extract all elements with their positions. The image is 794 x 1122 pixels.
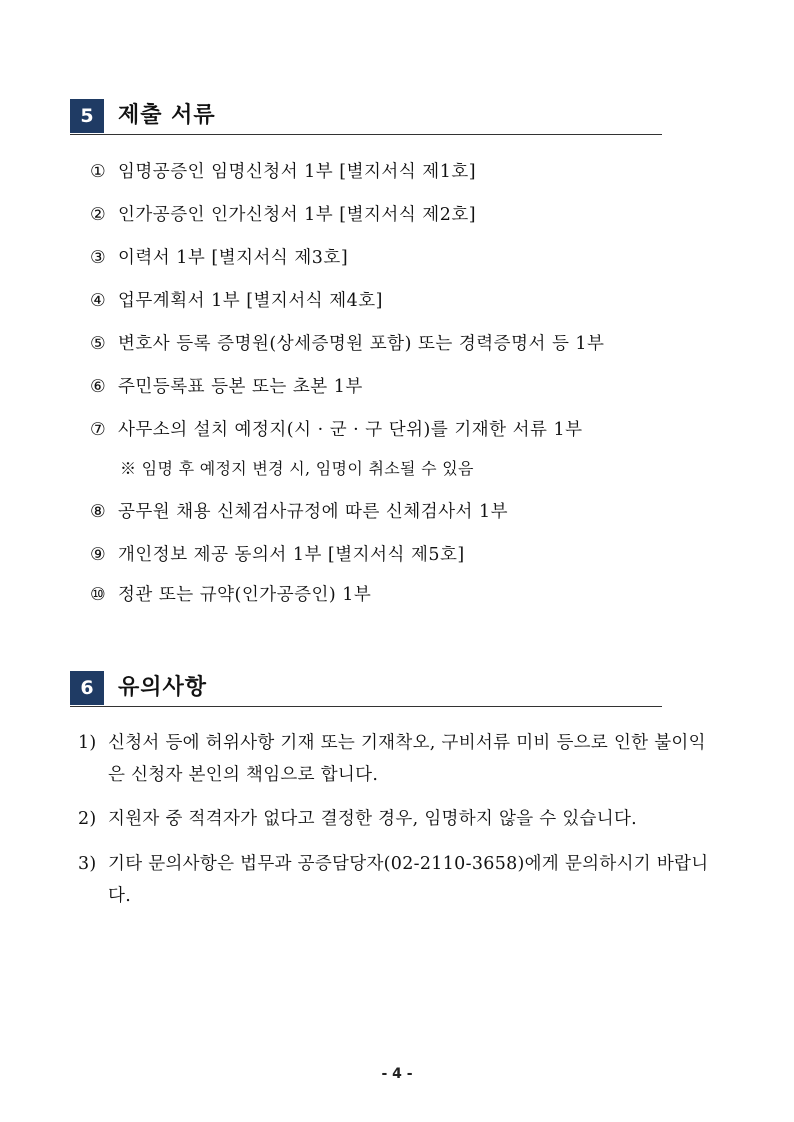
document-item <box>90 375 363 399</box>
item-text: 기타 문의사항은 법무과 공증담당자(02-2110-3658)에게 문의하시기 바랍니다. <box>108 854 709 906</box>
item-marker: ⑧ <box>90 502 107 522</box>
section-header <box>70 98 662 135</box>
precaution-item <box>78 803 718 835</box>
item-note: ※ 임명 후 예정지 변경 시, 임명이 취소될 수 있음 <box>120 459 474 478</box>
document-item <box>90 246 348 270</box>
item-marker: ④ <box>90 291 107 311</box>
item-text: 변호사 등록 증명원(상세증명원 포함) 또는 경력증명서 등 1부 <box>118 334 605 354</box>
document-item <box>90 203 476 227</box>
item-number: 2) <box>78 809 97 829</box>
item-text: 공무원 채용 신체검사규정에 따른 신체검사서 1부 <box>118 502 509 522</box>
section-number-badge: 6 <box>70 671 104 705</box>
item-marker: ⑥ <box>90 377 107 397</box>
item-text: 임명공증인 임명신청서 1부 [별지서식 제1호] <box>118 162 477 182</box>
document-item <box>90 160 476 184</box>
precaution-item <box>78 848 718 912</box>
section-title: 유의사항 <box>118 675 208 700</box>
item-number: 1) <box>78 733 97 753</box>
item-marker: ② <box>90 205 107 225</box>
item-marker: ③ <box>90 248 107 268</box>
section-number-badge: 5 <box>70 99 104 133</box>
section-header <box>70 670 662 707</box>
page-number: - 4 - <box>381 1066 413 1082</box>
item-text: 신청서 등에 허위사항 기재 또는 기재착오, 구비서류 미비 등으로 인한 불이익은 신청자 본인의 책임으로 합니다. <box>108 733 706 785</box>
document-item <box>90 289 383 313</box>
precaution-item <box>78 727 718 791</box>
item-text: 인가공증인 인가신청서 1부 [별지서식 제2호] <box>118 205 477 225</box>
item-number: 3) <box>78 854 97 874</box>
item-text: 지원자 중 적격자가 없다고 결정한 경우, 임명하지 않을 수 있습니다. <box>108 809 638 829</box>
item-text: 개인정보 제공 동의서 1부 [별지서식 제5호] <box>118 545 465 565</box>
item-marker: ① <box>90 162 107 182</box>
item-marker: ⑦ <box>90 420 107 440</box>
item-text: 이력서 1부 [별지서식 제3호] <box>118 248 349 268</box>
section-title: 제출 서류 <box>118 103 216 128</box>
item-text: 사무소의 설치 예정지(시 · 군 · 구 단위)를 기재한 서류 1부 <box>118 420 583 440</box>
section-submission-documents <box>70 98 662 135</box>
item-marker: ⑨ <box>90 545 107 565</box>
item-marker: ⑤ <box>90 334 107 354</box>
document-item <box>90 583 371 607</box>
section-precautions <box>70 670 662 707</box>
document-item <box>90 332 604 356</box>
item-text: 주민등록표 등본 또는 초본 1부 <box>118 377 363 397</box>
item-text: 업무계획서 1부 [별지서식 제4호] <box>118 291 383 311</box>
item-marker: ⑩ <box>90 585 107 605</box>
document-item <box>90 418 583 442</box>
document-item <box>90 543 465 567</box>
item-text: 정관 또는 규약(인가공증인) 1부 <box>118 585 372 605</box>
document-item <box>90 500 508 524</box>
